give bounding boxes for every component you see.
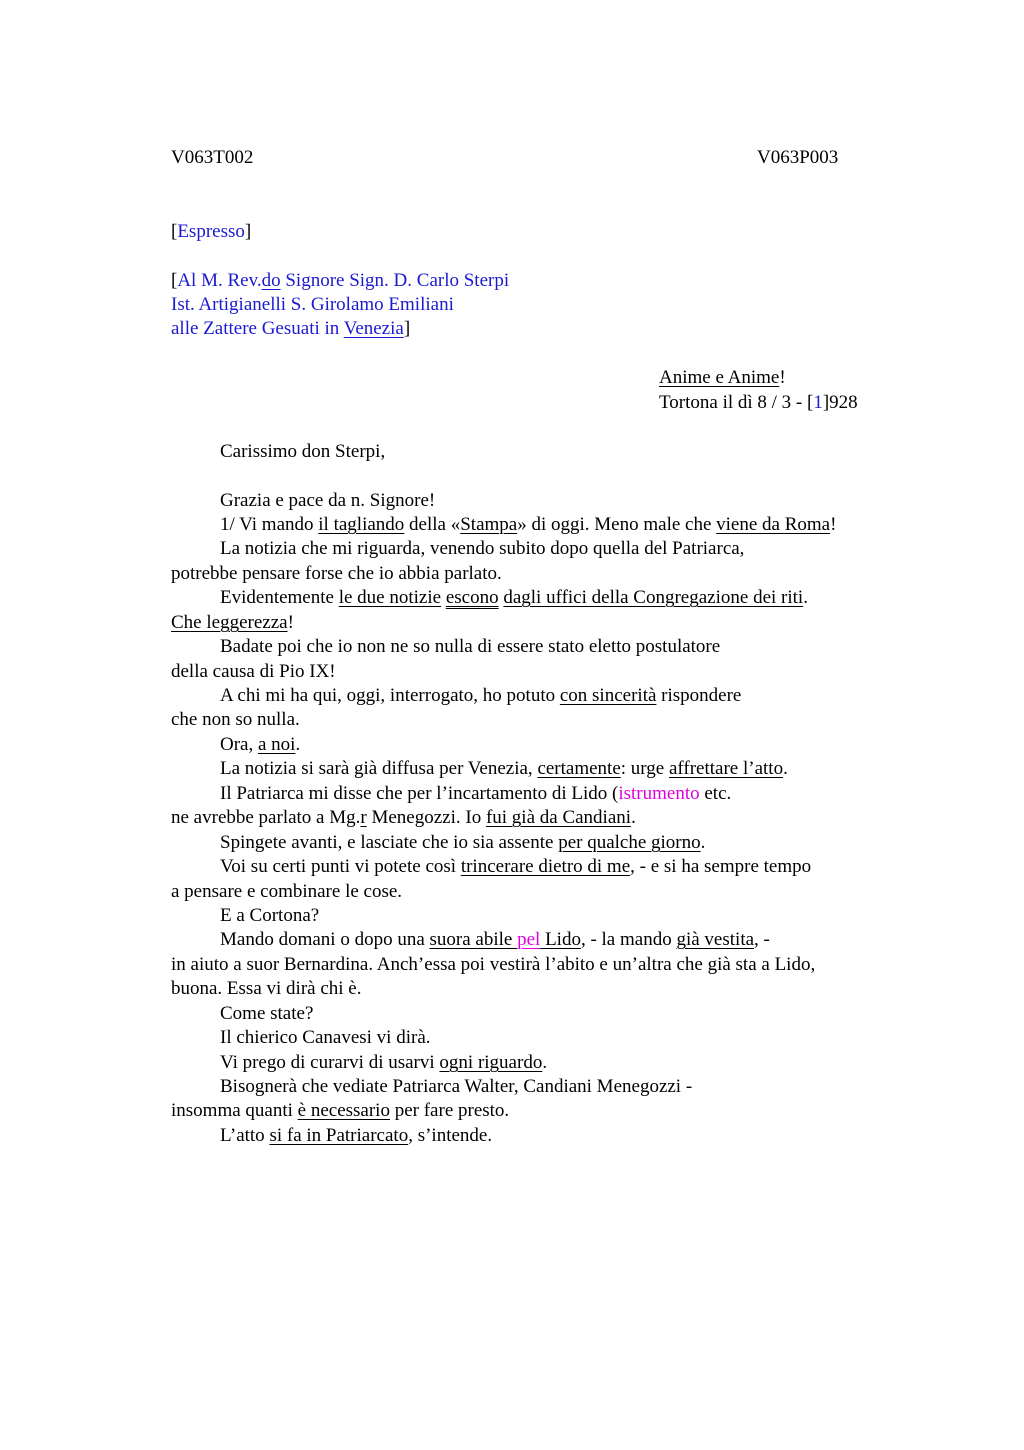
body-line: E a Cortona? bbox=[220, 905, 320, 926]
body-line: La notizia che mi riguarda, venendo subito dopo quella del Patriarca, bbox=[220, 538, 745, 559]
body-line: potrebbe pensare forse che io abbia parlato. bbox=[171, 563, 502, 584]
body-line: a pensare e combinare le cose. bbox=[171, 881, 403, 902]
body-line: che non so nulla. bbox=[171, 709, 300, 730]
body-line: Mando domani o dopo una suora abile pel Lido, - la mando già vestita, - bbox=[220, 929, 770, 950]
address-line-2: Ist. Artigianelli S. Girolamo Emiliani bbox=[171, 294, 454, 315]
body-line: ne avrebbe parlato a Mg.r Menegozzi. Io fui già da Candiani. bbox=[171, 807, 636, 828]
motto: Anime e Anime! bbox=[659, 367, 786, 388]
envelope-type-text: Espresso bbox=[177, 221, 245, 242]
body-line: 1/ Vi mando il tagliando della «Stampa» di oggi. Meno male che viene da Roma! bbox=[220, 514, 837, 535]
body-line: della causa di Pio IX! bbox=[171, 661, 336, 682]
body-line: Il Patriarca mi disse che per l’incartamento di Lido (istrumento etc. bbox=[220, 783, 732, 804]
body-line: Badate poi che io non ne so nulla di essere stato eletto postulatore bbox=[220, 636, 721, 657]
body-line: Il chierico Canavesi vi dirà. bbox=[220, 1027, 431, 1048]
body-line: in aiuto a suor Bernardina. Anch’essa poi vestirà l’abito e un’altra che già sta a Lido, bbox=[171, 954, 816, 975]
body-line: Vi prego di curarvi di usarvi ogni riguardo. bbox=[220, 1052, 548, 1073]
body-line: Evidentemente le due notizie escono dagli uffici della Congregazione dei riti. bbox=[220, 587, 808, 608]
salutation: Carissimo don Sterpi, bbox=[220, 441, 386, 462]
body-line: La notizia si sarà già diffusa per Venezia, certamente: urge affrettare l’atto. bbox=[220, 758, 788, 779]
envelope-type: [Espresso] bbox=[171, 221, 252, 242]
address-line-1: [Al M. Rev.do Signore Sign. D. Carlo Sterpi bbox=[171, 270, 510, 291]
body-line: Bisognerà che vediate Patriarca Walter, Candiani Menegozzi - bbox=[220, 1076, 693, 1097]
body-line: Come state? bbox=[220, 1003, 314, 1024]
body-line: buona. Essa vi dirà chi è. bbox=[171, 978, 362, 999]
body-line: L’atto si fa in Patriarcato, s’intende. bbox=[220, 1125, 493, 1146]
dateline: Tortona il dì 8 / 3 - [1]928 bbox=[659, 392, 858, 413]
body-line: Che leggerezza! bbox=[171, 612, 294, 633]
body-line: A chi mi ha qui, oggi, interrogato, ho potuto con sincerità rispondere bbox=[220, 685, 742, 706]
document-code-right: V063P003 bbox=[757, 147, 839, 168]
address-line-3: alle Zattere Gesuati in Venezia] bbox=[171, 318, 411, 339]
document-code-left: V063T002 bbox=[171, 147, 254, 168]
body-line: Voi su certi punti vi potete così trincerare dietro di me, - e si ha sempre tempo bbox=[220, 856, 812, 877]
body-line: Spingete avanti, e lasciate che io sia assente per qualche giorno. bbox=[220, 832, 706, 853]
body-line: Ora, a noi. bbox=[220, 734, 301, 755]
body-line: Grazia e pace da n. Signore! bbox=[220, 490, 436, 511]
body-line: insomma quanti è necessario per fare presto. bbox=[171, 1100, 510, 1121]
